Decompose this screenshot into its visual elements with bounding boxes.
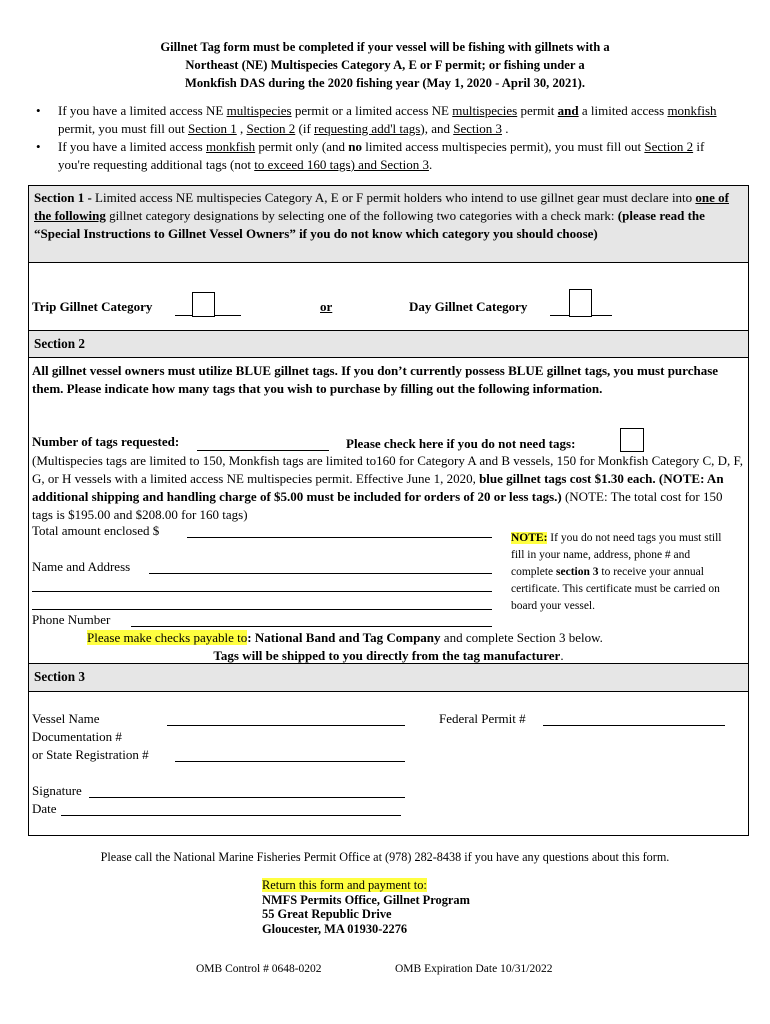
payable-highlight: Please make checks payable to bbox=[87, 630, 248, 645]
section-2-header: Section 2 bbox=[28, 331, 749, 358]
header-line-3: Monkfish DAS during the 2020 fishing year (May 1, 2020 - April 30, 2021). bbox=[185, 76, 585, 90]
address-line-2: 55 Great Republic Drive bbox=[262, 907, 392, 921]
omb-control-number: OMB Control # 0648-0202 bbox=[196, 963, 322, 975]
return-heading: Return this form and payment to: bbox=[262, 878, 427, 892]
section-1-body bbox=[28, 263, 749, 331]
shipping-note: Tags will be shipped to you directly from the tag manufacturer. bbox=[213, 648, 564, 663]
contact-line: Please call the National Marine Fisheries Permit Office at (978) 282-8438 if you have any questions about this form. bbox=[100, 850, 670, 864]
number-of-tags-label: Number of tags requested: bbox=[32, 434, 180, 449]
name-address-input-2[interactable] bbox=[32, 591, 492, 592]
phone-number-input[interactable] bbox=[131, 626, 492, 627]
section-3-body bbox=[28, 692, 749, 836]
date-label: Date bbox=[32, 801, 57, 816]
documentation-input[interactable] bbox=[175, 761, 405, 762]
bullet-icon: • bbox=[36, 103, 41, 118]
name-address-label: Name and Address bbox=[32, 559, 131, 574]
section-1-header: Section 1 - Limited access NE multispecies Category A, E or F permit holders who intend to use gillnet gear must declare into one of the following gillnet category designations by selecting one of the following two categories with a check mark: (please read the “Special Instructions to Gillnet Vessel Owners” if you do not know which category you should choose) bbox=[28, 185, 749, 263]
payable-line: Please make checks payable to: National Band and Tag Company and complete Section 3 below. bbox=[87, 630, 603, 645]
federal-permit-label: Federal Permit # bbox=[439, 711, 526, 726]
header-line-2: Northeast (NE) Multispecies Category A, E or F permit; or fishing under a bbox=[185, 58, 585, 72]
bullet-icon: • bbox=[36, 139, 41, 154]
or-label: or bbox=[320, 299, 333, 314]
tag-limits-text: (Multispecies tags are limited to 150, Monkfish tags are limited to160 for Category A and B vessels, 150 for Monkfish Category C, D, F, G, or H vessels with a limited access NE multispecies permit. Effective June 1, 2020, blue gillnet tags cost $1.30 each. (NOTE: An additional shipping and handling charge of $5.00 must be included for orders of 20 or less tags.) (NOTE: The total cost for 150 tags is $195.00 and $208.00 for 160 tags) bbox=[32, 453, 743, 522]
vessel-name-input[interactable] bbox=[167, 725, 405, 726]
day-gillnet-label: Day Gillnet Category bbox=[409, 299, 528, 314]
header-line-1: Gillnet Tag form must be completed if your vessel will be fishing with gillnets with a bbox=[160, 40, 610, 54]
signature-label: Signature bbox=[32, 783, 82, 798]
address-line-1: NMFS Permits Office, Gillnet Program bbox=[262, 892, 470, 907]
instruction-bullet-1: • If you have a limited access NE multispecies permit or a limited access NE multispecies permit and a limited access monkfish permit, you must fill out Section 1 , Section 2 (if requesting add'l tags), and Section 3 . bbox=[36, 103, 717, 136]
name-address-input-3[interactable] bbox=[32, 609, 492, 610]
section-3-header: Section 3 bbox=[28, 664, 749, 692]
name-address-input-1[interactable] bbox=[149, 573, 492, 574]
note-heading: NOTE: bbox=[511, 532, 548, 544]
no-tags-needed-checkbox[interactable] bbox=[620, 428, 644, 452]
instruction-bullet-2: • If you have a limited access monkfish permit only (and no limited access multispecies permit), you must fill out Section 2 if you're requesting additional tags (not to exceed 160 tags) and Section 3. bbox=[36, 139, 705, 172]
state-registration-label: or State Registration # bbox=[32, 747, 149, 762]
total-amount-input[interactable] bbox=[187, 537, 492, 538]
total-amount-label: Total amount enclosed $ bbox=[32, 523, 160, 538]
number-of-tags-input[interactable] bbox=[197, 450, 329, 451]
omb-expiration-date: OMB Expiration Date 10/31/2022 bbox=[395, 963, 553, 975]
signature-input[interactable] bbox=[89, 797, 405, 798]
section-2-intro: All gillnet vessel owners must utilize BLUE gillnet tags. If you don’t currently possess BLUE gillnet tags, you must purchase them. Please indicate how many tags that you wish to purchase by filling out the following information. bbox=[32, 363, 719, 396]
trip-gillnet-checkbox[interactable] bbox=[192, 292, 215, 317]
no-tags-needed-label: Please check here if you do not need tags: bbox=[346, 436, 576, 451]
documentation-label: Documentation # bbox=[32, 729, 122, 744]
phone-number-label: Phone Number bbox=[32, 612, 111, 627]
federal-permit-input[interactable] bbox=[543, 725, 725, 726]
address-line-3: Gloucester, MA 01930-2276 bbox=[262, 921, 408, 936]
date-input[interactable] bbox=[61, 815, 401, 816]
day-gillnet-checkbox[interactable] bbox=[569, 289, 592, 317]
section-2-body bbox=[28, 358, 749, 664]
trip-gillnet-label: Trip Gillnet Category bbox=[32, 299, 153, 314]
vessel-name-label: Vessel Name bbox=[32, 711, 100, 726]
form-header bbox=[0, 38, 770, 92]
return-address bbox=[262, 878, 470, 936]
note-box: NOTE: If you do not need tags you must still fill in your name, address, phone # and complete section 3 to receive your annual certificate. This certificate must be carried on board your vessel. bbox=[511, 532, 722, 612]
